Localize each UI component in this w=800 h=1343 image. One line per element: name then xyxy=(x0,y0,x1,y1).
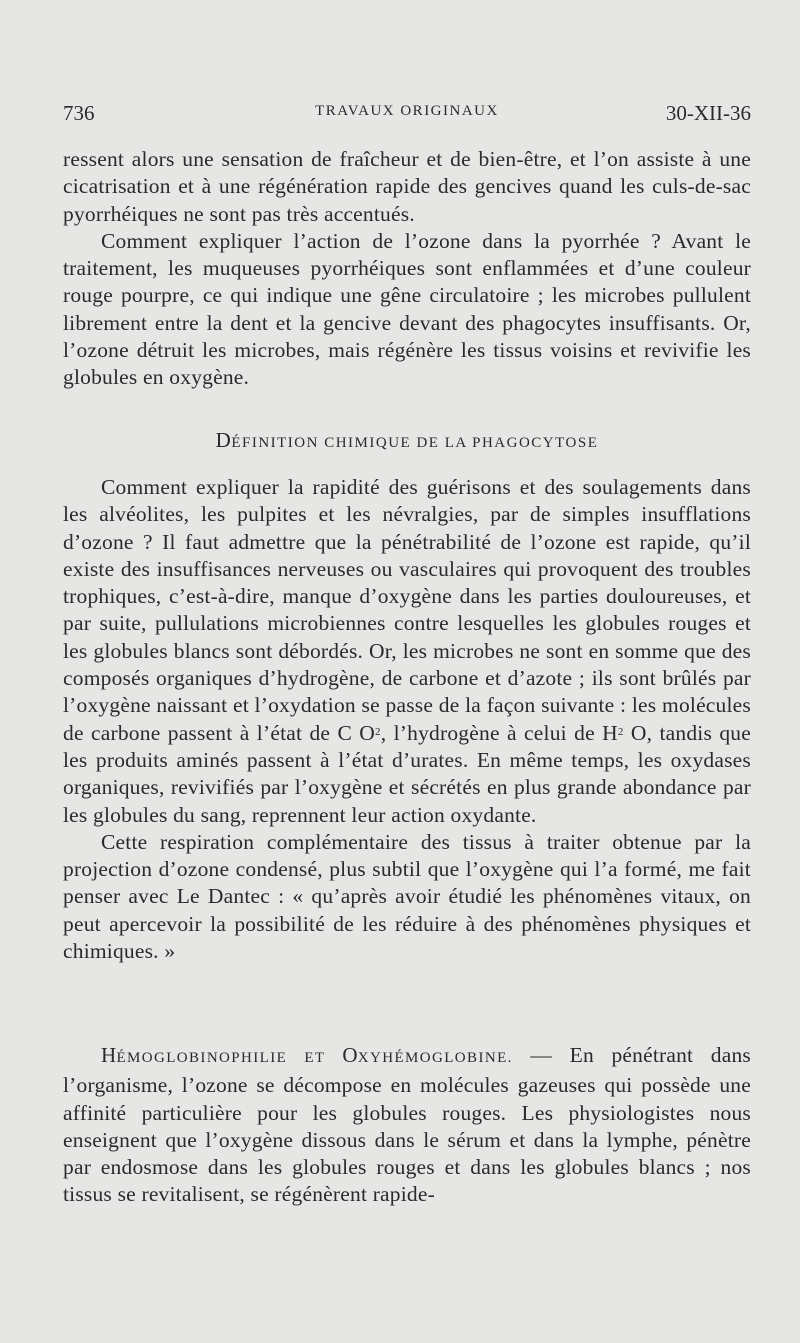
paragraph: ressent alors une sensation de fraîcheur et de bien-être, et l’on assiste à une cicatrisation et à une régénération rapide des gencives quand les culs-de-sac pyorrhéiques ne sont pas très accentués. xyxy=(63,147,751,226)
text-block-hemoglobin xyxy=(63,1042,751,1209)
inline-heading xyxy=(101,1043,513,1067)
paragraph xyxy=(63,1042,751,1209)
paragraph-text: Comment expliquer la rapidité des guérisons et des soulagements dans les alvéolites, les pulpites et les névralgies, par de simples insufflations d’ozone ? Il faut admettre que la pénétrabilité de l’ozone est rapide, qu’il existe des insuffisances nerveuses ou vasculaires qui provoquent des troubles trophiques, c’est-à-dire, manque d’oxygène dans les parties douloureuses, et par suite, pullulations microbiennes contre lesquelles les globules rouges et les globules blancs sont débordés. Or, les microbes ne sont en somme que des composés organiques d’hydrogène, de carbone et d’azote ; ils sont brûlés par l’oxygène naissant et l’oxydation se passe de la façon suivante : les molécules de carbone passent à l’état de C O xyxy=(63,475,751,745)
paragraph-text: O, tandis que les produits aminés passent à l’état d’urates. En même temps, les oxydases organiques, revivifiés par l’oxygène et sécrétés en plus grande abondance par les globules du sang, reprennent leur action oxydante. xyxy=(63,720,751,827)
page-number: 736 xyxy=(63,101,95,125)
heading-initial: H xyxy=(101,1043,117,1067)
heading-part: ÉMOGLOBINOPHILIE ET xyxy=(116,1050,343,1066)
heading-initial: O xyxy=(342,1043,358,1067)
subscript: 2 xyxy=(617,725,624,738)
heading-part: XYHÉMOGLOBINE. xyxy=(357,1050,513,1066)
paragraph xyxy=(63,474,751,829)
running-header xyxy=(63,99,751,133)
paragraph: Cette respiration complémentaire des tissus à traiter obtenue par la projection d’ozone condensé, plus subtil que l’oxygène qui l’a formé, me fait penser avec Le Dantec : « qu’après avoir étudié les phénomènes vitaux, on peut apercevoir la possibilité de les réduire à des phénomènes physiques et chimiques. » xyxy=(63,829,751,964)
heading-rest: ÉFINITION CHIMIQUE DE LA PHAGOCYTOSE xyxy=(231,435,599,451)
paragraph-text: — En pénétrant dans l’organisme, l’ozone se décompose en molécules gazeuses qui possède une affinité particulière pour les globules rouges. Les physiologistes nous enseignent que l’oxygène dissous dans le sérum et dans la lymphe, pénètre par endosmose dans les globules rouges et dans les globules blancs ; nos tissus se revitalisent, se régénèrent rapide- xyxy=(63,1043,752,1207)
text-block-intro xyxy=(63,146,751,392)
text-block-phagocytose xyxy=(63,474,751,965)
subscript: 2 xyxy=(375,725,381,738)
section-heading xyxy=(63,428,751,453)
running-title: TRAVAUX ORIGINAUX xyxy=(315,103,499,119)
paragraph-text: , l’hydrogène à celui de H xyxy=(380,720,618,745)
header-date: 30-XII-36 xyxy=(665,101,751,125)
paragraph: Comment expliquer l’action de l’ozone dans la pyorrhée ? Avant le traitement, les muqueuses pyorrhéiques sont enflammées et d’une couleur rouge pourpre, ce qui indique une gêne circulatoire ; les microbes pullulent librement entre la dent et la gencive devant des phagocytes insuffisants. Or, l’ozone détruit les microbes, mais régénère les tissus voisins et revivifie les globules en oxygène. xyxy=(63,228,751,390)
heading-initial: D xyxy=(215,428,232,452)
